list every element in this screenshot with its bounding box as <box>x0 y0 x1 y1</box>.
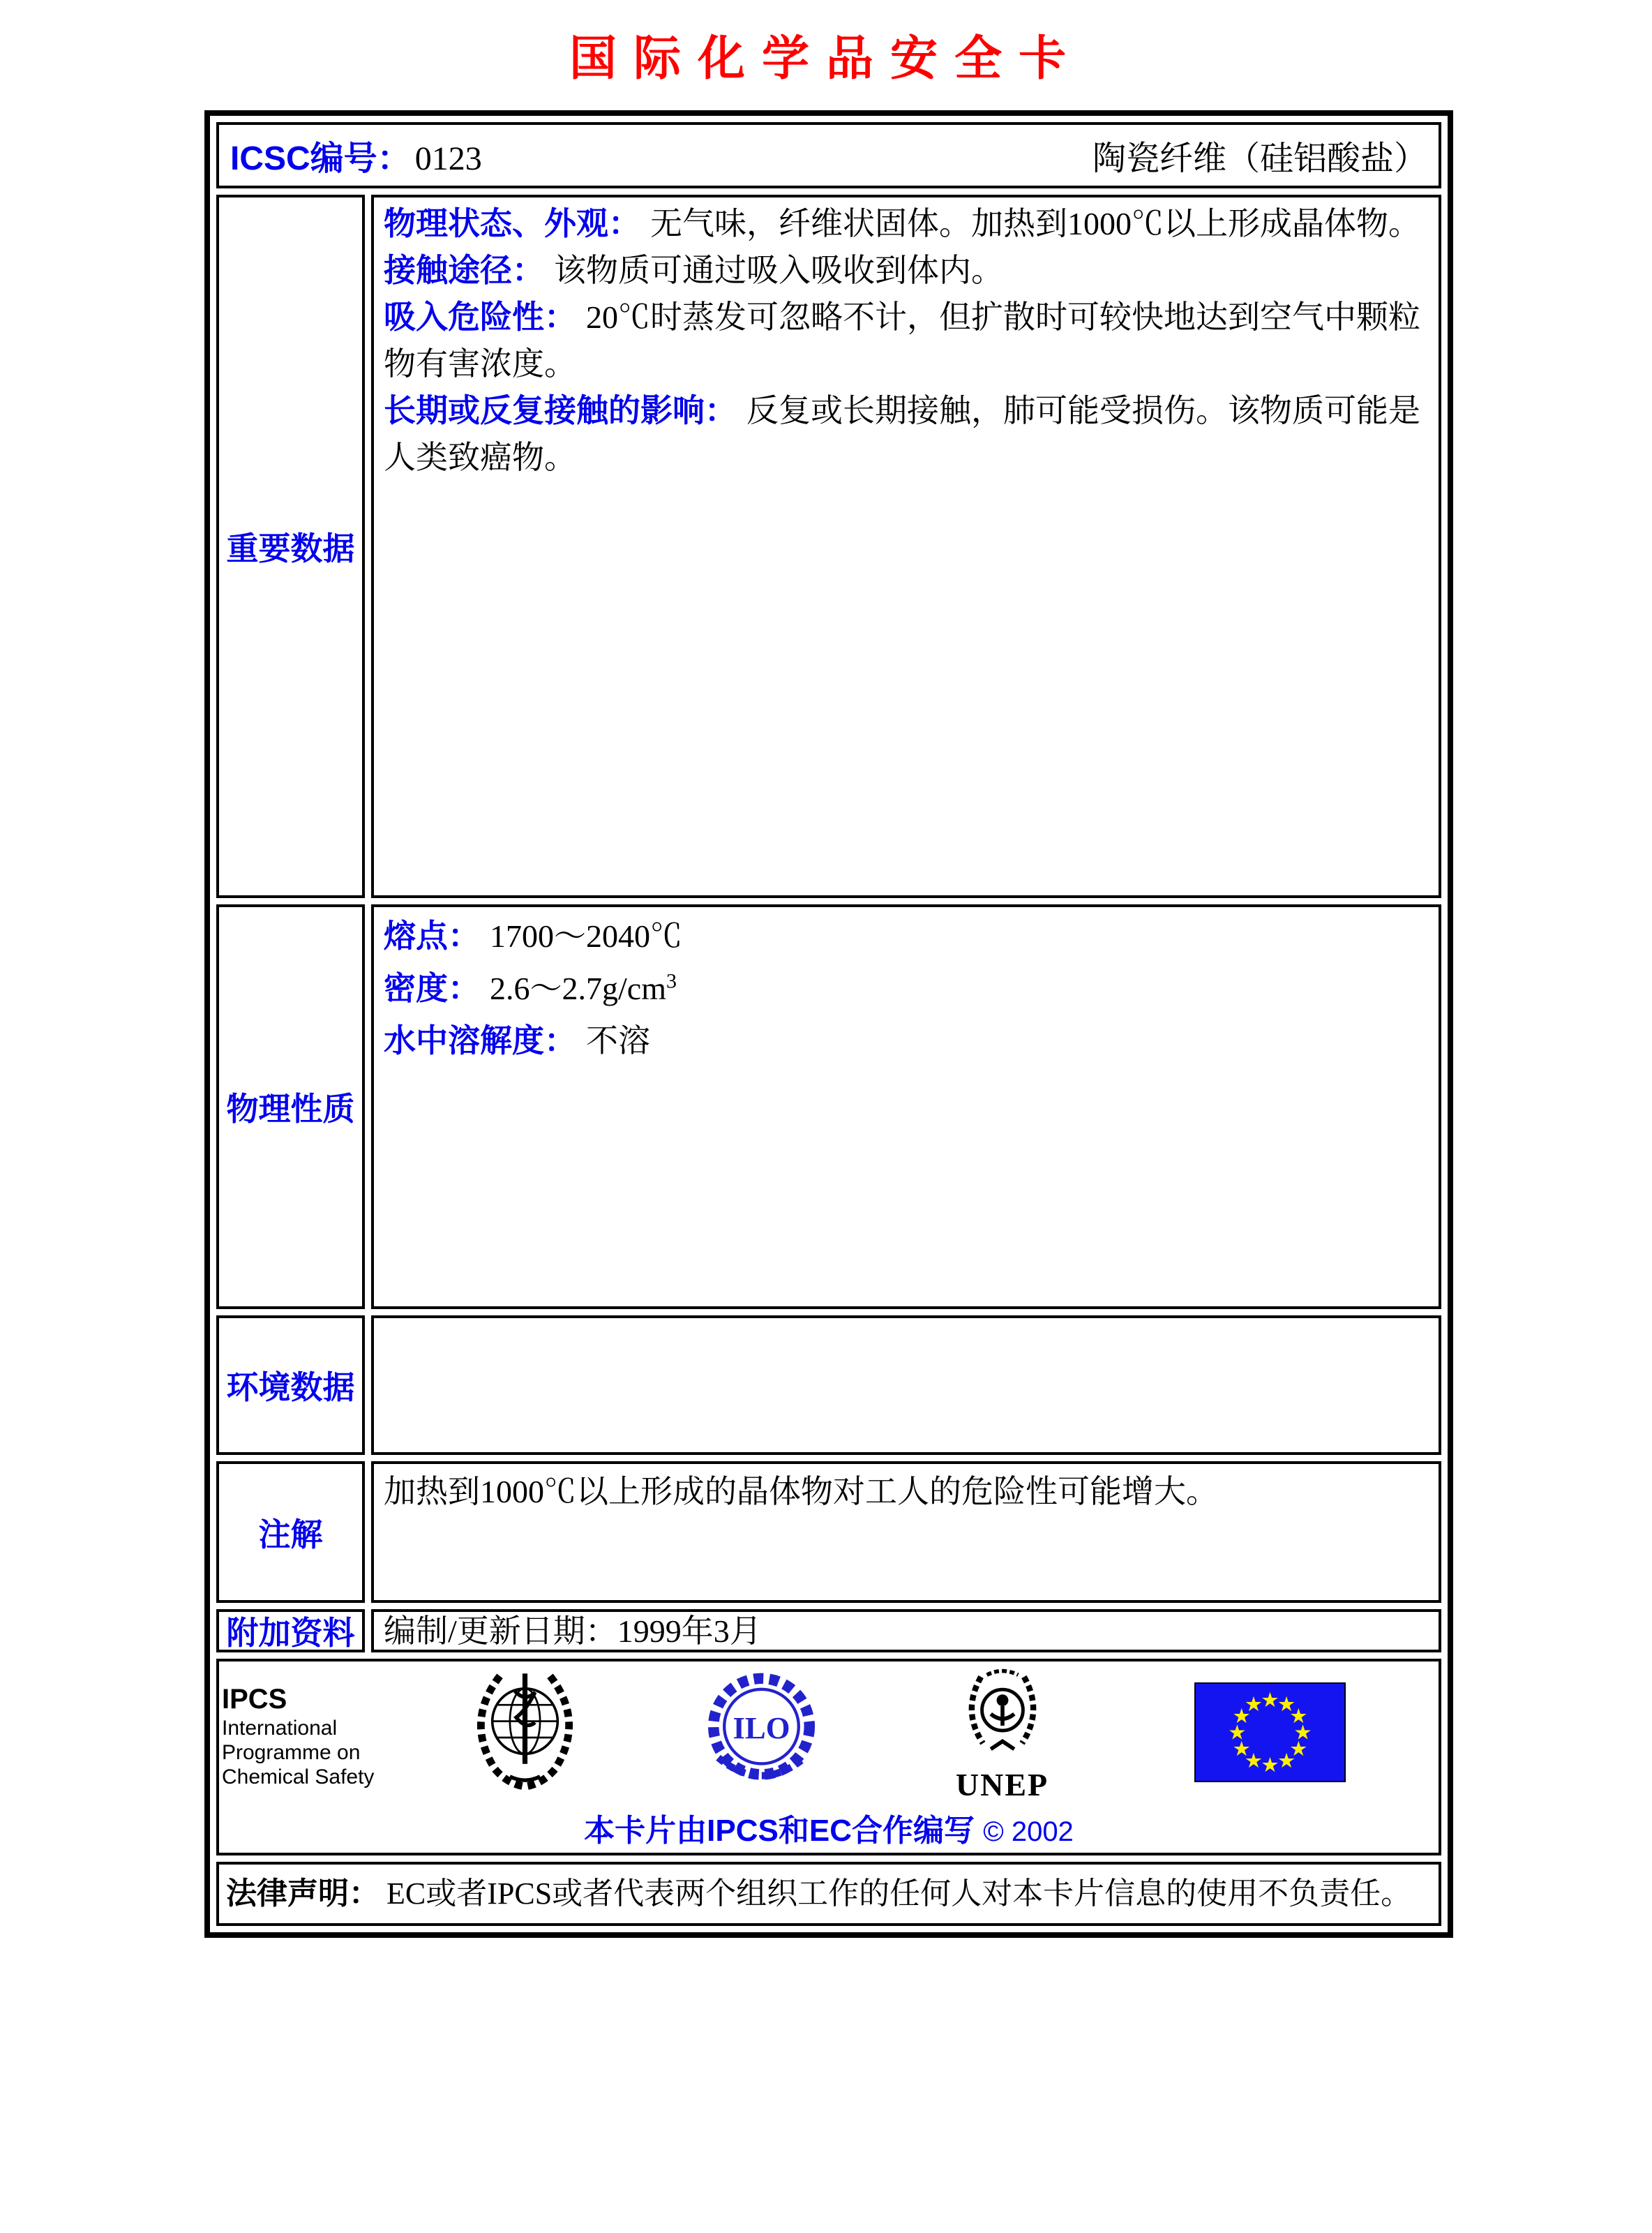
icsc-number-value: 0123 <box>414 140 482 177</box>
notes-row <box>216 1461 1441 1603</box>
ilo-logo-text: ILO <box>733 1710 790 1745</box>
ipcs-line: Chemical Safety <box>222 1765 375 1788</box>
physical-item <box>384 962 1429 1015</box>
svg-text:★: ★ <box>1232 1704 1251 1728</box>
additional-info-content: 编制/更新日期：1999年3月 <box>371 1609 1441 1652</box>
icsc-number-label: ICSC编号： <box>230 140 411 177</box>
important-item <box>384 294 1429 387</box>
important-item <box>384 387 1429 481</box>
icsc-number-group <box>230 131 482 179</box>
environmental-data-label-cell <box>216 1315 365 1455</box>
ipcs-line: Programme on <box>222 1741 361 1764</box>
desc-inhalation-risk: 20℃时蒸发可忽略不计，但扩散时可较快地达到空气中颗粒物有害浓度。 <box>384 299 1420 382</box>
physical-properties-label-cell <box>216 904 365 1309</box>
important-item <box>384 247 1429 294</box>
desc-physical-state: 无气味，纤维状固体。加热到1000℃以上形成晶体物。 <box>650 206 1420 241</box>
svg-text:★: ★ <box>1261 1687 1279 1712</box>
unep-logo-text: UNEP <box>955 1767 1049 1802</box>
term-long-term-effects: 长期或反复接触的影响： <box>384 392 737 428</box>
section-label-important: 重要数据 <box>226 530 355 567</box>
term-density: 密度： <box>384 970 480 1006</box>
svg-text:★: ★ <box>1261 1753 1279 1777</box>
environmental-data-content <box>371 1315 1441 1455</box>
additional-info-row <box>216 1609 1441 1652</box>
footer-copyright: © 2002 <box>983 1816 1074 1847</box>
ipcs-acronym: IPCS <box>222 1684 287 1715</box>
section-label-additional: 附加资料 <box>226 1615 355 1651</box>
legal-cell <box>216 1862 1441 1926</box>
svg-text:★: ★ <box>1277 1749 1296 1772</box>
notes-content: 加热到1000℃以上形成的晶体物对工人的危险性可能增大。 <box>371 1461 1441 1603</box>
term-exposure-routes: 接触途径： <box>384 252 544 288</box>
chemical-name: 陶瓷纤维（硅铝酸盐） <box>1092 140 1427 177</box>
page-title: 国际化学品安全卡 <box>569 32 1083 85</box>
unep-logo-block <box>945 1667 1060 1802</box>
unep-logo-icon <box>947 1667 1058 1765</box>
who-logo-icon <box>460 1668 590 1794</box>
physical-item <box>384 910 1429 962</box>
svg-text:★: ★ <box>1293 1720 1312 1745</box>
ilo-logo-icon <box>693 1671 829 1791</box>
safety-card-table <box>204 110 1453 1938</box>
important-data-label-cell <box>216 195 365 898</box>
section-label-environment: 环境数据 <box>226 1369 355 1405</box>
ipcs-text-block <box>222 1682 374 1789</box>
header-cell <box>216 122 1441 188</box>
important-item <box>384 200 1429 247</box>
physical-properties-row <box>216 904 1441 1309</box>
section-label-notes: 注解 <box>258 1516 323 1553</box>
header-row <box>216 122 1441 188</box>
value-water-solubility: 不溶 <box>586 1023 650 1059</box>
notes-label-cell <box>216 1461 365 1603</box>
term-physical-state: 物理状态、外观： <box>384 205 640 241</box>
environmental-data-row <box>216 1315 1441 1455</box>
value-melting-point: 1700～2040℃ <box>490 918 682 954</box>
important-data-content <box>371 195 1441 898</box>
sup-density: 3 <box>666 969 677 993</box>
important-data-row <box>216 195 1441 898</box>
physical-item <box>384 1015 1429 1067</box>
legal-label: 法律声明： <box>226 1876 380 1911</box>
svg-text:★: ★ <box>1232 1736 1251 1761</box>
svg-text:★: ★ <box>1289 1704 1308 1728</box>
value-density: 2.6～2.7g/cm <box>490 971 666 1006</box>
footer-row <box>216 1659 1441 1855</box>
section-label-physical: 物理性质 <box>226 1091 355 1127</box>
desc-long-term-effects: 反复或长期接触，肺可能受损伤。该物质可能是人类致癌物。 <box>384 393 1420 475</box>
svg-text:★: ★ <box>1244 1692 1263 1716</box>
legal-row <box>216 1862 1441 1926</box>
term-inhalation-risk: 吸入危险性： <box>384 299 576 335</box>
footer-caption <box>219 1805 1439 1850</box>
eu-flag-icon <box>1194 1682 1346 1782</box>
term-water-solubility: 水中溶解度： <box>384 1022 576 1059</box>
svg-text:★: ★ <box>1228 1720 1247 1745</box>
svg-text:★: ★ <box>1289 1736 1308 1761</box>
svg-text:★: ★ <box>1244 1749 1263 1772</box>
physical-properties-content <box>371 904 1441 1309</box>
svg-text:★: ★ <box>1277 1692 1296 1716</box>
footer-cell <box>216 1659 1441 1855</box>
footer-caption-text: 本卡片由IPCS和EC合作编写 <box>584 1814 975 1848</box>
desc-exposure-routes: 该物质可通过吸入吸收到体内。 <box>554 253 1003 288</box>
legal-text: EC或者IPCS或者代表两个组织工作的任何人对本卡片信息的使用不负责任。 <box>386 1876 1412 1911</box>
ipcs-line: International <box>222 1717 338 1740</box>
term-melting-point: 熔点： <box>384 918 480 954</box>
additional-info-label-cell <box>216 1609 365 1652</box>
